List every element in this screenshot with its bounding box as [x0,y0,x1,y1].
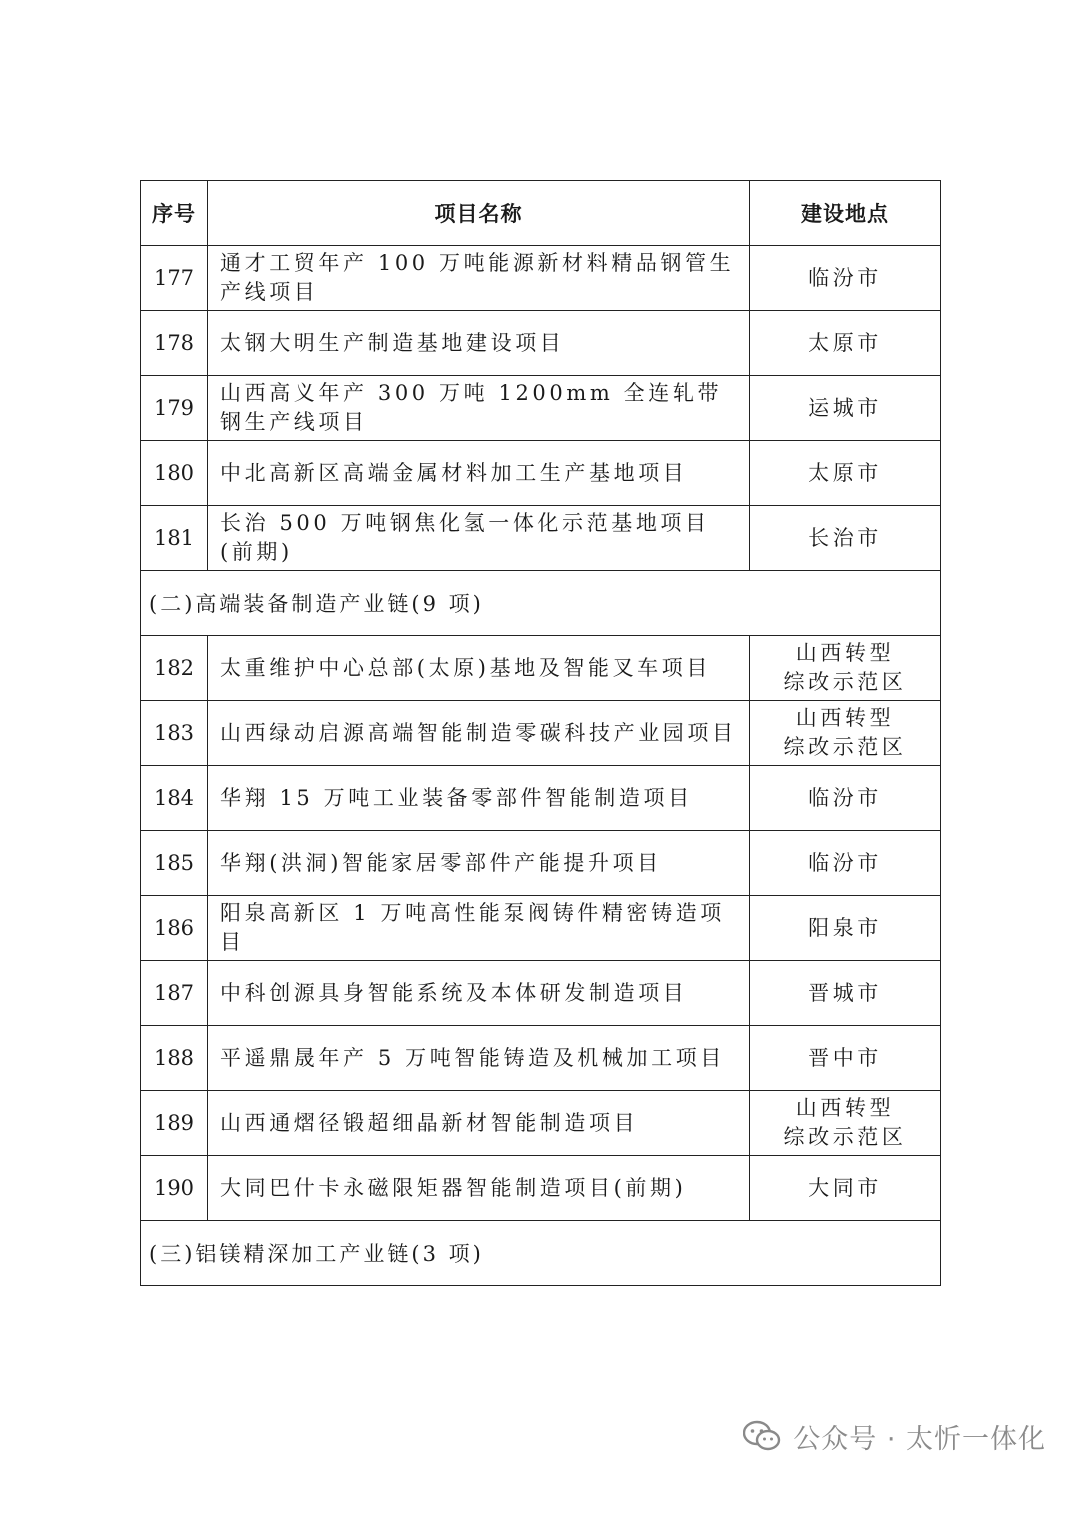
row-no: 185 [141,831,208,896]
location-line: 综改示范区 [783,1125,907,1149]
row-name: 长治 500 万吨钢焦化氢一体化示范基地项目(前期) [208,506,750,571]
row-name: 太重维护中心总部(太原)基地及智能叉车项目 [208,636,750,701]
row-name: 平遥鼎晟年产 5 万吨智能铸造及机械加工项目 [208,1026,750,1091]
table-row [141,766,941,831]
row-location: 晋中市 [750,1026,941,1091]
row-name: 山西高义年产 300 万吨 1200mm 全连轧带钢生产线项目 [208,376,750,441]
row-no: 182 [141,636,208,701]
header-name: 项目名称 [208,181,750,246]
row-no: 190 [141,1156,208,1221]
table-row [141,636,941,701]
row-no: 177 [141,246,208,311]
row-location [750,1091,941,1156]
row-name: 山西绿动启源高端智能制造零碳科技产业园项目 [208,701,750,766]
row-no: 180 [141,441,208,506]
row-location: 临汾市 [750,766,941,831]
row-name: 中北高新区高端金属材料加工生产基地项目 [208,441,750,506]
table-row [141,506,941,571]
table-row [141,1091,941,1156]
wechat-icon [743,1420,781,1452]
section-row [141,571,941,636]
row-location: 太原市 [750,311,941,376]
row-name: 华翔(洪洞)智能家居零部件产能提升项目 [208,831,750,896]
table-row [141,376,941,441]
row-name: 阳泉高新区 1 万吨高性能泵阀铸件精密铸造项目 [208,896,750,961]
header-no: 序号 [141,181,208,246]
table-header-row [141,181,941,246]
row-name: 太钢大明生产制造基地建设项目 [208,311,750,376]
table-row [141,701,941,766]
row-no: 179 [141,376,208,441]
location-line: 山西转型 [795,641,895,665]
row-no: 188 [141,1026,208,1091]
table-row [141,831,941,896]
row-no: 183 [141,701,208,766]
table-row [141,246,941,311]
row-location: 长治市 [750,506,941,571]
row-location [750,701,941,766]
section-title-equipment: (二)高端装备制造产业链(9 项) [141,571,941,636]
table-row [141,1156,941,1221]
row-location: 晋城市 [750,961,941,1026]
table-row [141,896,941,961]
table-row [141,1026,941,1091]
location-line: 山西转型 [795,1096,895,1120]
row-name: 通才工贸年产 100 万吨能源新材料精品钢管生产线项目 [208,246,750,311]
row-no: 189 [141,1091,208,1156]
row-no: 184 [141,766,208,831]
row-location [750,636,941,701]
row-name: 中科创源具身智能系统及本体研发制造项目 [208,961,750,1026]
row-location: 阳泉市 [750,896,941,961]
row-name: 华翔 15 万吨工业装备零部件智能制造项目 [208,766,750,831]
row-no: 187 [141,961,208,1026]
header-location: 建设地点 [750,181,941,246]
row-no: 186 [141,896,208,961]
table-row [141,441,941,506]
location-line: 综改示范区 [783,670,907,694]
row-location: 运城市 [750,376,941,441]
row-location: 大同市 [750,1156,941,1221]
section-row [141,1221,941,1286]
table-row [141,311,941,376]
row-location: 临汾市 [750,831,941,896]
project-table [140,180,941,1286]
row-location: 临汾市 [750,246,941,311]
row-no: 178 [141,311,208,376]
section-title-aluminum: (三)铝镁精深加工产业链(3 项) [141,1221,941,1286]
row-no: 181 [141,506,208,571]
location-line: 综改示范区 [783,735,907,759]
row-location: 太原市 [750,441,941,506]
watermark [743,1416,1046,1456]
table-row [141,961,941,1026]
watermark-text: 公众号 · 太忻一体化 [793,1423,1046,1455]
location-line: 山西转型 [795,706,895,730]
row-name: 大同巴什卡永磁限矩器智能制造项目(前期) [208,1156,750,1221]
row-name: 山西通熠径锻超细晶新材智能制造项目 [208,1091,750,1156]
